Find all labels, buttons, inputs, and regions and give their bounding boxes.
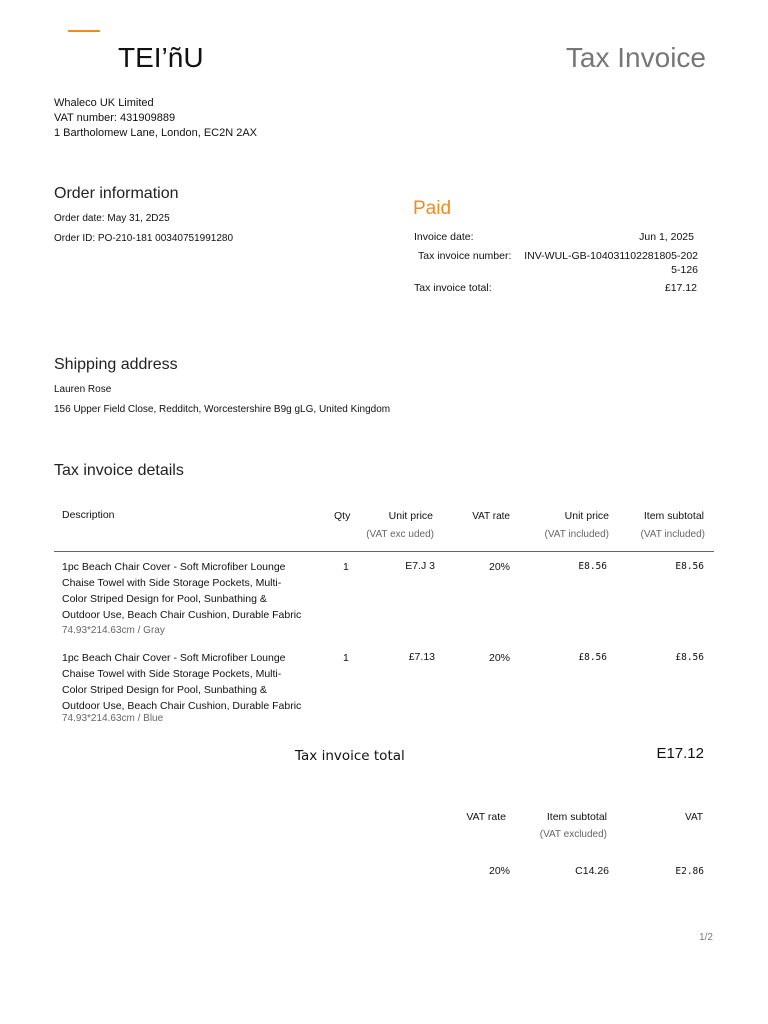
item-subtotal: E8.56 bbox=[675, 561, 704, 572]
summary-vat-rate: 20% bbox=[488, 865, 510, 877]
order-date-value: May 31, 2D25 bbox=[107, 213, 170, 224]
item-unit-excl: £7.13 bbox=[408, 651, 435, 663]
invoice-number-value-line2: 5-126 bbox=[671, 264, 698, 276]
item-unit-incl: £8.56 bbox=[578, 652, 607, 663]
table-row bbox=[62, 650, 312, 727]
invoice-date-label: Invoice date: bbox=[414, 231, 474, 243]
summary-vat: E2.86 bbox=[675, 866, 704, 877]
details-total-value: E17.12 bbox=[656, 745, 704, 762]
item-description-line: Color Striped Design for Pool, Sunbathing & bbox=[62, 684, 267, 696]
page-number: 1/2 bbox=[699, 932, 713, 943]
order-id-value: PO-210-181 00340751991280 bbox=[97, 233, 234, 244]
document-title: Tax Invoice bbox=[565, 42, 706, 73]
seller-name: Whaleco UK Limited bbox=[54, 97, 154, 109]
order-id bbox=[54, 233, 233, 244]
col-unit-excl-sub: (VAT exc uded) bbox=[366, 529, 434, 540]
seller-address: 1 Bartholomew Lane, London, EC2N 2AX bbox=[54, 127, 258, 139]
order-date-label: Order date: bbox=[54, 213, 105, 224]
col-unit-incl-sub: (VAT included) bbox=[544, 529, 609, 540]
invoice-number-value-line1: INV-WUL-GB-104031102281805-202 bbox=[524, 250, 698, 262]
shipping-title: Shipping address bbox=[54, 356, 178, 373]
paid-status: Paid bbox=[413, 198, 452, 219]
details-total-label: Tax invoice total bbox=[295, 748, 405, 764]
summary-col-subtotal-sub: (VAT excluded) bbox=[539, 829, 607, 840]
order-date bbox=[54, 213, 170, 224]
summary-col-vat: VAT bbox=[685, 812, 703, 823]
summary-subtotal: C14.26 bbox=[575, 865, 609, 877]
summary-col-subtotal: Item subtotal bbox=[546, 811, 607, 823]
item-variant: 74.93*214.63cm / Blue bbox=[62, 713, 164, 724]
item-description-line: Chaise Towel with Side Storage Pockets, Multi- bbox=[62, 668, 282, 680]
col-description: Description bbox=[62, 509, 115, 521]
item-variant: 74.93*214.63cm / Gray bbox=[62, 625, 165, 636]
table-row bbox=[62, 559, 312, 639]
item-description-line: 1pc Beach Chair Cover - Soft Microfiber Lounge bbox=[62, 652, 286, 664]
shipping-address: 156 Upper Field Close, Redditch, Worcestershire B9g gLG, United Kingdom bbox=[54, 404, 391, 415]
col-subtotal: Item subtotal bbox=[643, 510, 704, 522]
col-qty: Qty bbox=[334, 510, 351, 522]
item-description-line: Outdoor Use, Beach Chair Cushion, Durable Fabric bbox=[62, 700, 302, 712]
item-description-line: Color Striped Design for Pool, Sunbathing & bbox=[62, 593, 267, 605]
shipping-name: Lauren Rose bbox=[54, 384, 112, 395]
order-info-title: Order information bbox=[54, 185, 179, 202]
item-vat-rate: 20% bbox=[488, 561, 510, 573]
invoice-number-label: Tax invoice number: bbox=[418, 250, 512, 262]
item-qty: 1 bbox=[343, 561, 349, 573]
item-vat-rate: 20% bbox=[488, 652, 510, 664]
header-divider bbox=[54, 551, 714, 552]
item-subtotal: £8.56 bbox=[675, 652, 704, 663]
invoice-date-value: Jun 1, 2025 bbox=[639, 231, 694, 243]
seller-vat-number: VAT number: 431909889 bbox=[54, 112, 176, 124]
company-logo: TEI’ñU bbox=[118, 42, 204, 73]
col-unit-incl: Unit price bbox=[564, 510, 609, 522]
seller-block bbox=[54, 96, 257, 141]
order-id-label: Order ID: bbox=[54, 233, 96, 244]
item-unit-excl: E7.J 3 bbox=[405, 560, 435, 572]
col-vat-rate: VAT rate bbox=[472, 511, 510, 522]
col-subtotal-sub: (VAT included) bbox=[640, 529, 705, 540]
col-unit-excl: Unit price bbox=[388, 510, 433, 522]
item-unit-incl: E8.56 bbox=[578, 561, 607, 572]
invoice-total-label: Tax invoice total: bbox=[414, 282, 492, 294]
invoice-total-value: £17.12 bbox=[664, 282, 697, 294]
item-description-line: Outdoor Use, Beach Chair Cushion, Durable Fabric bbox=[62, 609, 302, 621]
item-qty: 1 bbox=[343, 652, 349, 664]
summary-col-vat-rate: VAT rate bbox=[466, 811, 506, 823]
item-description-line: 1pc Beach Chair Cover - Soft Microfiber Lounge bbox=[62, 561, 286, 573]
item-description-line: Chaise Towel with Side Storage Pockets, Multi- bbox=[62, 577, 282, 589]
accent-line bbox=[68, 30, 100, 32]
details-title: Tax invoice details bbox=[54, 462, 184, 479]
